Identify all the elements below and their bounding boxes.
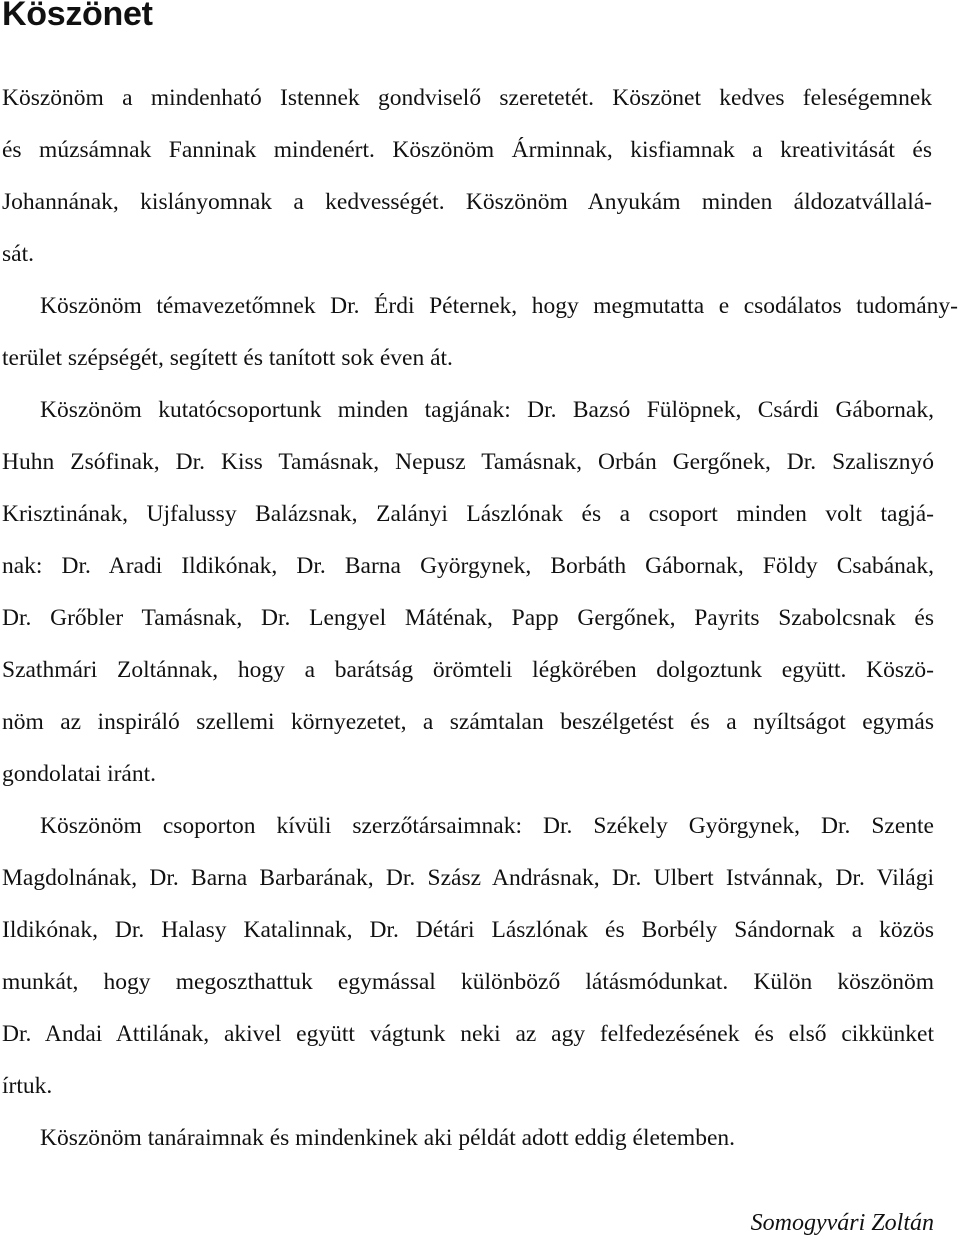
signature: Somogyvári Zoltán <box>750 1210 934 1236</box>
text-line: nak: Dr. Aradi Ildikónak, Dr. Barna Györgynek, Borbáth Gábornak, Földy Csabának, <box>2 553 934 579</box>
text-line: Dr. Grőbler Tamásnak, Dr. Lengyel Máténak, Papp Gergőnek, Payrits Szabolcsnak és <box>2 605 934 631</box>
text-line: Köszönöm csoporton kívüli szerzőtársaimnak: Dr. Székely Györgynek, Dr. Szente <box>40 813 934 839</box>
text-line: gondolatai iránt. <box>2 761 157 787</box>
text-line: írtuk. <box>2 1073 53 1099</box>
text-line: és múzsámnak Fanninak mindenért. Köszönöm Árminnak, kisfiamnak a kreativitását és <box>2 137 932 163</box>
text-line: Johannának, kislányomnak a kedvességét. Köszönöm Anyukám minden áldozatvállalá- <box>2 189 932 215</box>
text-line: Ildikónak, Dr. Halasy Katalinnak, Dr. Détári Lászlónak és Borbély Sándornak a közös <box>2 917 934 943</box>
text-line: Köszönöm a mindenható Istennek gondviselő szeretetét. Köszönet kedves feleségemnek <box>2 85 932 111</box>
text-line: Köszönöm kutatócsoportunk minden tagjának: Dr. Bazsó Fülöpnek, Csárdi Gábornak, <box>40 397 934 423</box>
text-line: nöm az inspiráló szellemi környezetet, a számtalan beszélgetést és a nyíltságot egymás <box>2 709 934 735</box>
text-line: Szathmári Zoltánnak, hogy a barátság örömteli légkörében dolgoztunk együtt. Köszö- <box>2 657 934 683</box>
text-line: Köszönöm témavezetőmnek Dr. Érdi Péternek, hogy megmutatta e csodálatos tudomány- <box>40 293 958 319</box>
text-line: Krisztinának, Ujfalussy Balázsnak, Zalányi Lászlónak és a csoport minden volt tagjá- <box>2 501 934 527</box>
text-line: terület szépségét, segített és tanított sok éven át. <box>2 345 453 371</box>
text-line: sát. <box>2 241 34 267</box>
text-line: Köszönöm tanáraimnak és mindenkinek aki példát adott eddig életemben. <box>40 1125 735 1151</box>
text-line: Magdolnának, Dr. Barna Barbarának, Dr. Szász Andrásnak, Dr. Ulbert Istvánnak, Dr. Világi <box>2 865 934 891</box>
text-line: Huhn Zsófinak, Dr. Kiss Tamásnak, Nepusz Tamásnak, Orbán Gergőnek, Dr. Szalisznyó <box>2 449 934 475</box>
text-line: Dr. Andai Attilának, akivel együtt vágtunk neki az agy felfedezésének és első cikkünket <box>2 1021 934 1047</box>
page-title: Köszönet <box>2 0 153 33</box>
text-line: munkát, hogy megoszthattuk egymással különböző látásmódunkat. Külön köszönöm <box>2 969 934 995</box>
